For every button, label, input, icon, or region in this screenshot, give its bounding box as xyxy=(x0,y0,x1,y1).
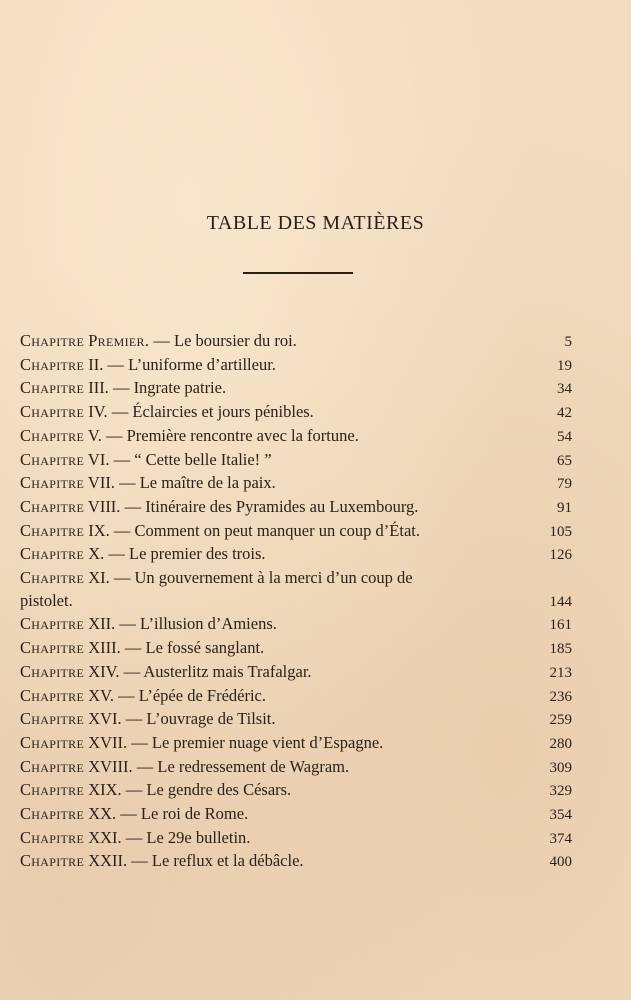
page-number: 236 xyxy=(549,688,572,705)
chapter-title: — Le premier des trois. xyxy=(104,544,266,564)
chapter-title: — L’ouvrage de Tilsit. xyxy=(121,709,276,729)
chapter-number: IV. xyxy=(88,402,108,422)
chapter-title: — Le maître de la paix. xyxy=(114,473,276,493)
page-number: 65 xyxy=(557,452,572,469)
page-number: 213 xyxy=(549,664,572,681)
chapter-label: Chapitre xyxy=(20,756,85,776)
chapter-number: VI. xyxy=(87,449,110,469)
toc-entry-text xyxy=(20,637,522,660)
chapter-label: Chapitre xyxy=(20,685,85,705)
chapter-number: XIX. xyxy=(88,780,122,800)
chapter-label: Chapitre xyxy=(20,827,85,847)
toc-entry-text xyxy=(20,661,522,684)
chapter-number: XVII. xyxy=(88,732,128,752)
chapter-title: — Première rencontre avec la fortune. xyxy=(101,425,359,445)
page-number: 126 xyxy=(549,547,572,564)
page-number: 161 xyxy=(549,617,572,634)
chapter-title: — Le reflux et la débâcle. xyxy=(127,851,304,871)
toc-entry-text xyxy=(20,685,522,708)
chapter-title: — Le roi de Rome. xyxy=(116,804,249,824)
chapter-label: Chapitre xyxy=(20,638,85,658)
chapter-title: — Un gouvernement à la merci d’un coup de xyxy=(109,568,413,588)
page-number: 374 xyxy=(549,830,572,847)
title-rule xyxy=(243,272,353,274)
chapter-title: — “ Cette belle Italie! ” xyxy=(109,449,272,469)
toc-entry-text xyxy=(20,425,522,448)
toc-entry xyxy=(20,827,572,851)
toc-entry xyxy=(20,613,572,637)
toc-entry-text xyxy=(20,449,522,472)
toc-entry-text xyxy=(20,401,522,424)
chapter-title-continuation: pistolet. xyxy=(20,590,73,610)
chapter-title: — Comment on peut manquer un coup d’État. xyxy=(109,520,420,540)
chapter-number: XXII. xyxy=(88,851,128,871)
toc-entry xyxy=(20,520,572,544)
chapter-title: — Le 29e bulletin. xyxy=(121,827,251,847)
chapter-title: — Itinéraire des Pyramides au Luxembourg. xyxy=(120,496,419,516)
chapter-number: XXI. xyxy=(88,827,122,847)
toc-entry xyxy=(20,472,572,496)
chapter-number: XI. xyxy=(88,568,110,588)
page-number: 54 xyxy=(557,428,572,445)
toc-entry-text xyxy=(20,732,522,755)
chapter-label: Chapitre xyxy=(20,425,85,445)
chapter-number: X. xyxy=(88,544,105,564)
chapter-title: — L’uniforme d’artilleur. xyxy=(103,354,276,374)
chapter-label: Chapitre xyxy=(20,851,85,871)
page-number: 42 xyxy=(557,405,572,422)
toc-entry-text xyxy=(20,708,522,731)
toc-entry xyxy=(20,543,572,567)
chapter-label: Chapitre xyxy=(20,496,85,516)
chapter-title: — Le fossé sanglant. xyxy=(120,638,265,658)
page-number: 354 xyxy=(549,807,572,824)
chapter-label: Chapitre xyxy=(20,473,85,493)
page-number: 259 xyxy=(549,712,572,729)
chapter-number: XX. xyxy=(88,804,117,824)
chapter-number: XIII. xyxy=(88,638,121,658)
chapter-label: Chapitre xyxy=(20,520,85,540)
toc-entry-text xyxy=(20,330,522,353)
toc-entry-text xyxy=(20,472,522,495)
toc-entry xyxy=(20,661,572,685)
toc-entry-text xyxy=(20,756,522,779)
chapter-label: Chapitre xyxy=(20,354,85,374)
toc-entry xyxy=(20,354,572,378)
toc-entry xyxy=(20,377,572,401)
toc-entry-text xyxy=(20,496,522,519)
chapter-title: — Éclaircies et jours pénibles. xyxy=(107,402,314,422)
chapter-label: Chapitre xyxy=(20,804,85,824)
toc-entry xyxy=(20,401,572,425)
toc-entry xyxy=(20,850,572,874)
toc-entry-text xyxy=(20,520,522,543)
toc-entry xyxy=(20,685,572,709)
chapter-label: Chapitre xyxy=(20,331,85,350)
chapter-title: — Le premier nuage vient d’Espagne. xyxy=(127,732,384,752)
chapter-number: VII. xyxy=(87,473,115,493)
page-number: 144 xyxy=(549,593,572,610)
chapter-label: Chapitre xyxy=(20,661,85,681)
chapter-label: Chapitre xyxy=(20,402,85,422)
chapter-number: XVIII. xyxy=(88,756,133,776)
toc-entry-text xyxy=(20,779,522,802)
chapter-number: III. xyxy=(88,378,109,398)
toc-entry xyxy=(20,449,572,473)
page-number: 91 xyxy=(557,499,572,516)
toc-entry-text xyxy=(20,568,413,587)
toc-entry-text xyxy=(20,354,522,377)
chapter-number: XV. xyxy=(88,685,115,705)
page-number: 185 xyxy=(549,641,572,658)
page-title: TABLE DES MATIÈRES xyxy=(206,212,425,234)
chapter-label: Chapitre xyxy=(20,780,85,800)
chapter-title: — L’épée de Frédéric. xyxy=(114,685,266,705)
page-number: 329 xyxy=(549,783,572,800)
chapter-label: Chapitre xyxy=(20,709,85,729)
toc-entry xyxy=(20,330,572,354)
chapter-label: Chapitre xyxy=(20,378,85,398)
toc-entry xyxy=(20,637,572,661)
chapter-number: VIII. xyxy=(87,496,121,516)
chapter-number: XII. xyxy=(88,614,116,634)
chapter-number: XIV. xyxy=(88,661,120,681)
chapter-number: II. xyxy=(88,354,104,374)
toc-entry-text xyxy=(20,827,522,850)
chapter-label: Chapitre xyxy=(20,568,85,588)
page-number: 5 xyxy=(564,334,572,350)
toc-entry xyxy=(20,708,572,732)
toc-entry xyxy=(20,732,572,756)
toc-entry-text xyxy=(20,613,522,636)
toc-entry xyxy=(20,567,572,613)
chapter-number: V. xyxy=(87,425,102,445)
page-number: 19 xyxy=(557,357,572,374)
chapter-label: Chapitre xyxy=(20,614,85,634)
page-number: 309 xyxy=(549,759,572,776)
chapter-title: — Ingrate patrie. xyxy=(108,378,227,398)
page-number: 280 xyxy=(549,735,572,752)
page-number: 79 xyxy=(557,476,572,493)
toc-entry-text xyxy=(20,850,522,873)
chapter-title: — Austerlitz mais Trafalgar. xyxy=(119,661,312,681)
chapter-number: IX. xyxy=(88,520,110,540)
chapter-label: Chapitre xyxy=(20,449,85,469)
chapter-title: — Le redressement de Wagram. xyxy=(132,756,350,776)
page-number: 105 xyxy=(549,523,572,540)
toc-entry xyxy=(20,803,572,827)
toc-entry-text xyxy=(20,803,522,826)
chapter-number: Premier. xyxy=(88,331,150,350)
chapter-title: — Le gendre des Césars. xyxy=(121,780,292,800)
chapter-number: XVI. xyxy=(88,709,122,729)
page-number: 34 xyxy=(557,381,572,398)
toc-entry xyxy=(20,425,572,449)
chapter-label: Chapitre xyxy=(20,544,85,564)
toc-entry xyxy=(20,756,572,780)
toc-entry xyxy=(20,779,572,803)
toc-entry xyxy=(20,496,572,520)
chapter-title: — L’illusion d’Amiens. xyxy=(115,614,277,634)
chapter-label: Chapitre xyxy=(20,732,85,752)
toc-entry-text xyxy=(20,543,522,566)
page-number: 400 xyxy=(549,854,572,871)
toc-entry-text xyxy=(20,377,522,400)
table-of-contents xyxy=(20,330,572,874)
chapter-title: — Le boursier du roi. xyxy=(149,331,297,350)
